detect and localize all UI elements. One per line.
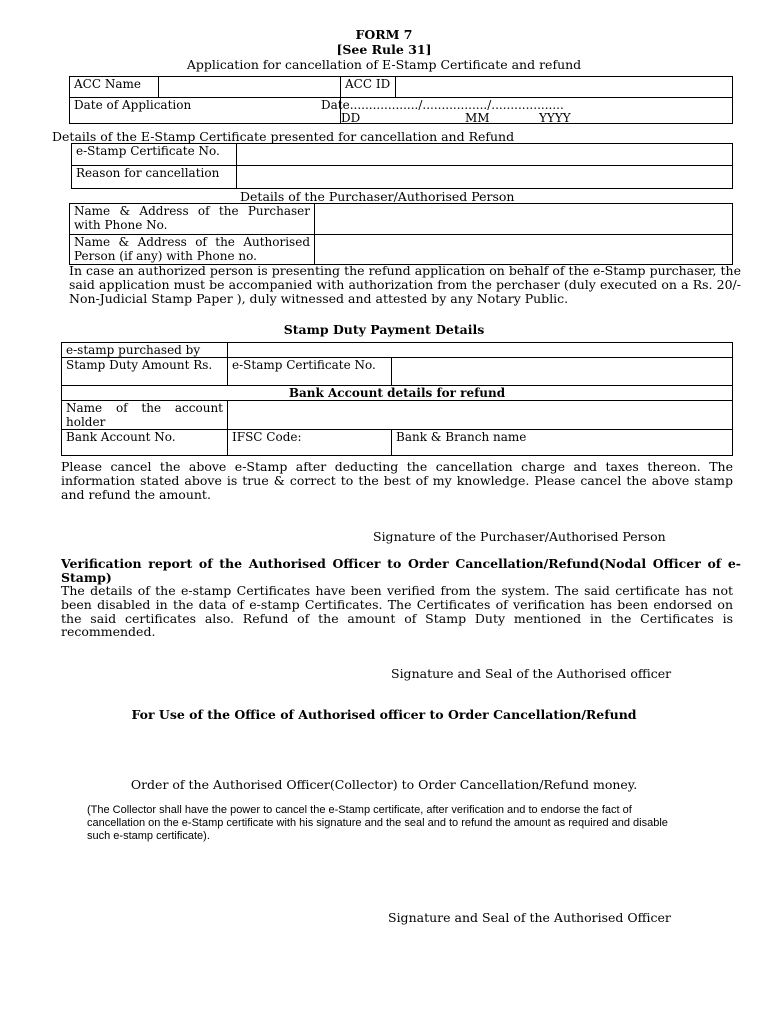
account-holder-field[interactable] [228, 401, 733, 430]
date-field[interactable] [321, 98, 733, 125]
acc-id-field[interactable] [396, 77, 733, 98]
collector-signature-line: Signature and Seal of the Authorised Officer [388, 910, 671, 925]
date-mm-label: MM [465, 111, 490, 125]
date-yyyy-label: YYYY [539, 111, 571, 125]
certificate-table [71, 143, 733, 189]
stamp-duty-amount-label: Stamp Duty Amount Rs. [62, 358, 228, 386]
acc-table [69, 76, 733, 124]
payment-cert-no-field[interactable] [392, 358, 733, 386]
purchased-by-field[interactable] [228, 343, 733, 358]
certificate-no-field[interactable] [237, 144, 733, 166]
bank-details-heading: Bank Account details for refund [62, 386, 733, 401]
form-title: Application for cancellation of E-Stamp Certificate and refund [186, 57, 582, 72]
declaration-text: Please cancel the above e-Stamp after deducting the cancellation charge and taxes thereon. The information stated above is true & correct to the best of my knowledge. Please cancel the above stamp and refund the amount. [61, 459, 733, 502]
authorization-note: In case an authorized person is presenting the refund application on behalf of the e-Stamp purchaser, the said application must be accompanied with authorization from the perchaser (duly executed on a Rs. 20/- Non-Judicial Stamp Paper ), duly witnessed and attested by any Notary Public. [69, 263, 741, 306]
order-line: Order of the Authorised Officer(Collector) to Order Cancellation/Refund money. [130, 777, 638, 792]
account-holder-label: Name of the account holder [62, 401, 228, 430]
verification-heading: Verification report of the Authorised Officer to Order Cancellation/Refund(Nodal Officer of e-Stamp) [61, 556, 741, 585]
office-use-heading: For Use of the Office of Authorised officer to Order Cancellation/Refund [131, 707, 637, 722]
collector-note: (The Collector shall have the power to cancel the e-Stamp certificate, after verification and to endorse the fact of cancellation on the e-Stamp certificate with his signature and the seal and to refund the amount as required and disable such e-stamp certificate). [87, 804, 668, 842]
officer-signature-line: Signature and Seal of the Authorised officer [391, 666, 672, 681]
payment-cert-no-label: e-Stamp Certificate No. [228, 358, 392, 386]
purchaser-field[interactable] [315, 204, 733, 235]
acc-id-label: ACC ID [341, 77, 396, 98]
purchaser-label: Name & Address of the Purchaser with Phone No. [70, 204, 315, 235]
bank-account-no-label: Bank Account No. [62, 430, 228, 456]
authorised-person-label: Name & Address of the Authorised Person (if any) with Phone no. [70, 235, 315, 265]
purchased-by-label: e-stamp purchased by [62, 343, 228, 358]
reason-field[interactable] [237, 166, 733, 189]
authorised-person-field[interactable] [315, 235, 733, 265]
payment-table [61, 342, 733, 456]
certificate-no-label: e-Stamp Certificate No. [72, 144, 237, 166]
payment-section-heading: Stamp Duty Payment Details [283, 322, 485, 337]
acc-name-field[interactable] [159, 77, 341, 98]
date-value: Date................../................./................... [321, 98, 564, 112]
bank-branch-label: Bank & Branch name [392, 430, 733, 456]
purchaser-section-heading: Details of the Purchaser/Authorised Person [240, 189, 515, 204]
purchaser-signature-line: Signature of the Purchaser/Authorised Person [373, 529, 666, 544]
form-number: FORM 7 [355, 27, 413, 42]
rule-reference: [See Rule 31] [336, 42, 432, 57]
purchaser-table [69, 203, 733, 265]
acc-name-label: ACC Name [70, 77, 159, 98]
reason-label: Reason for cancellation [72, 166, 237, 189]
certificate-section-heading: Details of the E-Stamp Certificate presented for cancellation and Refund [52, 129, 515, 144]
date-of-application-label: Date of Application [70, 98, 341, 124]
ifsc-code-label: IFSC Code: [228, 430, 392, 456]
date-dd-label: DD [341, 111, 361, 125]
verification-body: The details of the e-stamp Certificates have been verified from the system. The said certificate has not been disabled in the data of e-stamp Certificates. The Certificates of verification has been endorsed on the said certificates also. Refund of the amount of Stamp Duty mentioned in the Certificates is recommended. [61, 583, 733, 640]
